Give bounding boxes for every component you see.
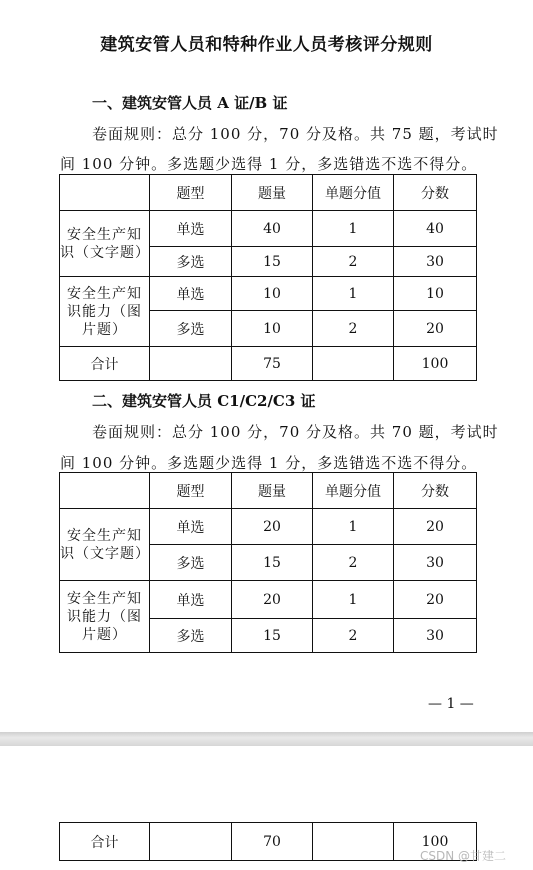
section-2-score-table	[59, 472, 477, 653]
table-cell: 15	[232, 247, 313, 277]
table-cell: 20	[232, 581, 313, 619]
table-cell: 单选	[150, 509, 232, 545]
header-cell: 题型	[150, 473, 232, 509]
table-cell: 多选	[150, 247, 232, 277]
table-cell: 10	[232, 311, 313, 347]
table-cell: 40	[394, 211, 477, 247]
table-cell: 30	[394, 545, 477, 581]
table-cell: 20	[394, 311, 477, 347]
table-total-row	[60, 823, 477, 861]
document-title: 建筑安管人员和特种作业人员考核评分规则	[100, 35, 433, 55]
header-cell	[60, 473, 150, 509]
header-cell: 题量	[232, 175, 313, 211]
table-row	[60, 277, 477, 311]
table-cell	[150, 823, 232, 861]
table-row	[60, 211, 477, 247]
table-cell: 单选	[150, 581, 232, 619]
total-score: 100	[394, 823, 477, 861]
row-group-label: 安全生产知识（文字题）	[60, 211, 150, 277]
total-count: 75	[232, 347, 313, 381]
table-cell: 2	[313, 545, 394, 581]
table-cell: 1	[313, 211, 394, 247]
table-cell	[313, 347, 394, 381]
table-cell: 10	[394, 277, 477, 311]
table-cell: 1	[313, 277, 394, 311]
page-separator	[0, 732, 533, 746]
table-cell	[150, 347, 232, 381]
table-cell: 多选	[150, 545, 232, 581]
table-cell: 1	[313, 509, 394, 545]
table-cell: 1	[313, 581, 394, 619]
header-cell: 题型	[150, 175, 232, 211]
table-cell: 15	[232, 545, 313, 581]
table-cell: 20	[394, 581, 477, 619]
table-cell: 10	[232, 277, 313, 311]
table-cell: 多选	[150, 311, 232, 347]
section-1-score-table	[59, 174, 477, 381]
table-cell: 多选	[150, 619, 232, 653]
table-cell: 15	[232, 619, 313, 653]
header-cell: 分数	[394, 473, 477, 509]
section-2-score-table-continued	[59, 822, 477, 861]
table-cell: 2	[313, 247, 394, 277]
section-1-rule-line-2: 间 100 分钟。多选题少选得 1 分，多选错选不选不得分。	[60, 155, 478, 173]
table-cell: 单选	[150, 211, 232, 247]
header-cell: 题量	[232, 473, 313, 509]
total-count: 70	[232, 823, 313, 861]
table-cell: 40	[232, 211, 313, 247]
table-cell: 2	[313, 311, 394, 347]
table-row	[60, 581, 477, 619]
section-1-rule-line-1: 卷面规则：总分 100 分，70 分及格。共 75 题，考试时	[92, 125, 499, 143]
section-2-heading: 二、建筑安管人员 C1/C2/C3 证	[92, 392, 316, 410]
table-cell: 单选	[150, 277, 232, 311]
total-label: 合计	[60, 823, 150, 861]
table-row	[60, 509, 477, 545]
total-label: 合计	[60, 347, 150, 381]
header-cell	[60, 175, 150, 211]
page-number: — 1 —	[428, 696, 474, 712]
header-cell: 分数	[394, 175, 477, 211]
table-header-row	[60, 473, 477, 509]
table-total-row	[60, 347, 477, 381]
watermark: CSDN @甘建二	[420, 849, 507, 863]
table-cell: 2	[313, 619, 394, 653]
table-cell: 30	[394, 247, 477, 277]
total-score: 100	[394, 347, 477, 381]
section-1-heading: 一、建筑安管人员 A 证/B 证	[92, 94, 288, 112]
table-header-row	[60, 175, 477, 211]
header-cell: 单题分值	[313, 473, 394, 509]
row-group-label: 安全生产知识能力（图片题）	[60, 581, 150, 653]
row-group-label: 安全生产知识（文字题）	[60, 509, 150, 581]
section-2-rule-line-1: 卷面规则：总分 100 分，70 分及格。共 70 题，考试时	[92, 423, 499, 441]
table-cell: 30	[394, 619, 477, 653]
row-group-label: 安全生产知识能力（图片题）	[60, 277, 150, 347]
section-2-rule-line-2: 间 100 分钟。多选题少选得 1 分，多选错选不选不得分。	[60, 454, 478, 472]
table-cell	[313, 823, 394, 861]
table-cell: 20	[394, 509, 477, 545]
table-cell: 20	[232, 509, 313, 545]
header-cell: 单题分值	[313, 175, 394, 211]
